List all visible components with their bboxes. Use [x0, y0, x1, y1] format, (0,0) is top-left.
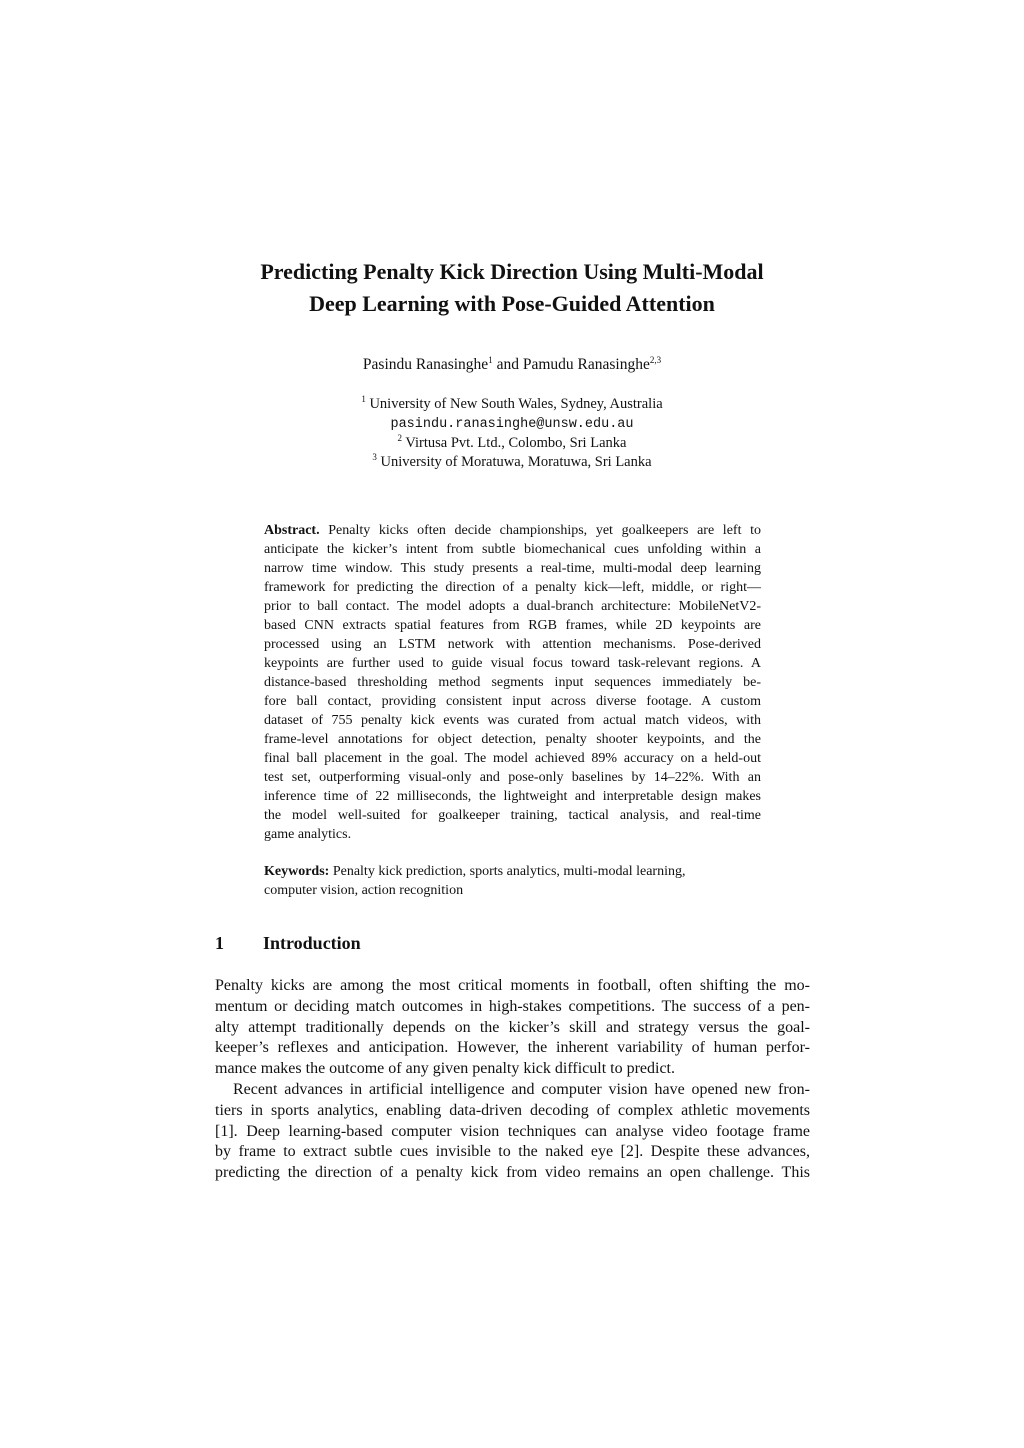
- body-line: [1]. Deep learning-based computer vision techniques can analyse video footage frame: [215, 1122, 810, 1140]
- abstract: [264, 521, 761, 844]
- abstract-line: processed using an LSTM network with attention mechanisms. Pose-derived: [264, 637, 761, 652]
- author-affiliation-mark: 1: [488, 354, 493, 365]
- email-text: pasindu.ranasinghe@unsw.edu.au: [390, 417, 634, 432]
- author-email: [180, 414, 844, 434]
- keywords-line: computer vision, action recognition: [264, 883, 464, 898]
- author-connector: and: [492, 356, 523, 373]
- body-line: predicting the direction of a penalty kick from video remains an open challenge. This: [215, 1164, 810, 1182]
- abstract-line: anticipate the kicker’s intent from subtle biomechanical cues unfolding within a: [264, 542, 761, 557]
- abstract-line: [264, 521, 761, 540]
- title-line-1: Predicting Penalty Kick Direction Using Multi-Modal: [260, 259, 764, 284]
- title-line-2: Deep Learning with Pose-Guided Attention: [309, 291, 715, 316]
- abstract-line: narrow time window. This study presents a real-time, multi-modal deep learning: [264, 561, 761, 576]
- body-line: by frame to extract subtle cues invisible to the naked eye [2]. Despite these advances,: [215, 1143, 810, 1161]
- abstract-line: final ball placement in the goal. The model achieved 89% accuracy on a held-out: [264, 751, 761, 766]
- body-line: keeper’s reflexes and anticipation. However, the inherent variability of human perfor-: [215, 1039, 810, 1057]
- section-title: Introduction: [263, 933, 361, 953]
- abstract-line: frame-level annotations for object detection, penalty shooter keypoints, and the: [264, 732, 761, 747]
- affiliation-text: University of New South Wales, Sydney, Australia: [365, 396, 663, 412]
- abstract-line: dataset of 755 penalty kick events was curated from actual match videos, with: [264, 713, 761, 728]
- keywords-text: Penalty kick prediction, sports analytics, multi-modal learning,: [329, 864, 686, 879]
- abstract-line: keypoints are further used to guide visual focus toward task-relevant regions. A: [264, 656, 761, 671]
- section-heading: [215, 933, 361, 954]
- body-line: alty attempt traditionally depends on the kicker’s skill and strategy versus the goal-: [215, 1018, 810, 1036]
- body-line: tiers in sports analytics, enabling data-driven decoding of complex athletic movements: [215, 1101, 810, 1119]
- abstract-text: Penalty kicks often decide championships, yet goalkeepers are left to: [319, 523, 761, 538]
- affiliation-item: [180, 434, 844, 453]
- author-name: Pamudu Ranasinghe: [522, 356, 650, 373]
- abstract-line: the model well-suited for goalkeeper training, tactical analysis, and real-time: [264, 808, 761, 823]
- abstract-label: Abstract.: [264, 523, 320, 538]
- body-line: mentum or deciding match outcomes in high-stakes competitions. The success of a pen-: [215, 997, 810, 1015]
- affiliation-mark: 2: [397, 433, 403, 444]
- abstract-line: inference time of 22 milliseconds, the lightweight and interpretable design makes: [264, 789, 761, 804]
- keywords: [264, 862, 761, 900]
- affiliation-text: University of Moratuwa, Moratuwa, Sri Lanka: [376, 454, 652, 470]
- affiliation-item: [180, 453, 844, 472]
- affiliation-item: [180, 395, 844, 414]
- abstract-line: framework for predicting the direction of a penalty kick—left, middle, or right—: [264, 580, 761, 595]
- abstract-line: prior to ball contact. The model adopts a dual-branch architecture: MobileNetV2-: [264, 599, 761, 614]
- author-affiliation-mark: 2,3: [649, 354, 662, 365]
- body-line: mance makes the outcome of any given penalty kick difficult to predict.: [215, 1060, 675, 1078]
- body-line: Recent advances in artificial intelligence and computer vision have opened new fron-: [233, 1080, 810, 1098]
- keywords-label: Keywords:: [264, 864, 330, 879]
- keywords-line: [264, 862, 761, 881]
- abstract-line: based CNN extracts spatial features from RGB frames, while 2D keypoints are: [264, 618, 761, 633]
- abstract-line: fore ball contact, providing consistent input across diverse footage. A custom: [264, 694, 761, 709]
- paper-title: [180, 256, 844, 320]
- abstract-line: distance-based thresholding method segments input sequences immediately be-: [264, 675, 761, 690]
- author-name: Pasindu Ranasinghe: [362, 356, 489, 373]
- abstract-line: game analytics.: [264, 827, 352, 842]
- author-list: [180, 356, 844, 374]
- affiliation-text: Virtusa Pvt. Ltd., Colombo, Sri Lanka: [402, 435, 627, 451]
- section-number: 1: [215, 933, 224, 953]
- affiliation-mark: 1: [361, 394, 366, 405]
- body-text: [215, 976, 810, 1184]
- affiliation-list: [180, 395, 844, 472]
- abstract-line: test set, outperforming visual-only and pose-only baselines by 14–22%. With an: [264, 770, 761, 785]
- affiliation-mark: 3: [372, 452, 377, 463]
- body-line: Penalty kicks are among the most critical moments in football, often shifting the mo-: [215, 977, 810, 994]
